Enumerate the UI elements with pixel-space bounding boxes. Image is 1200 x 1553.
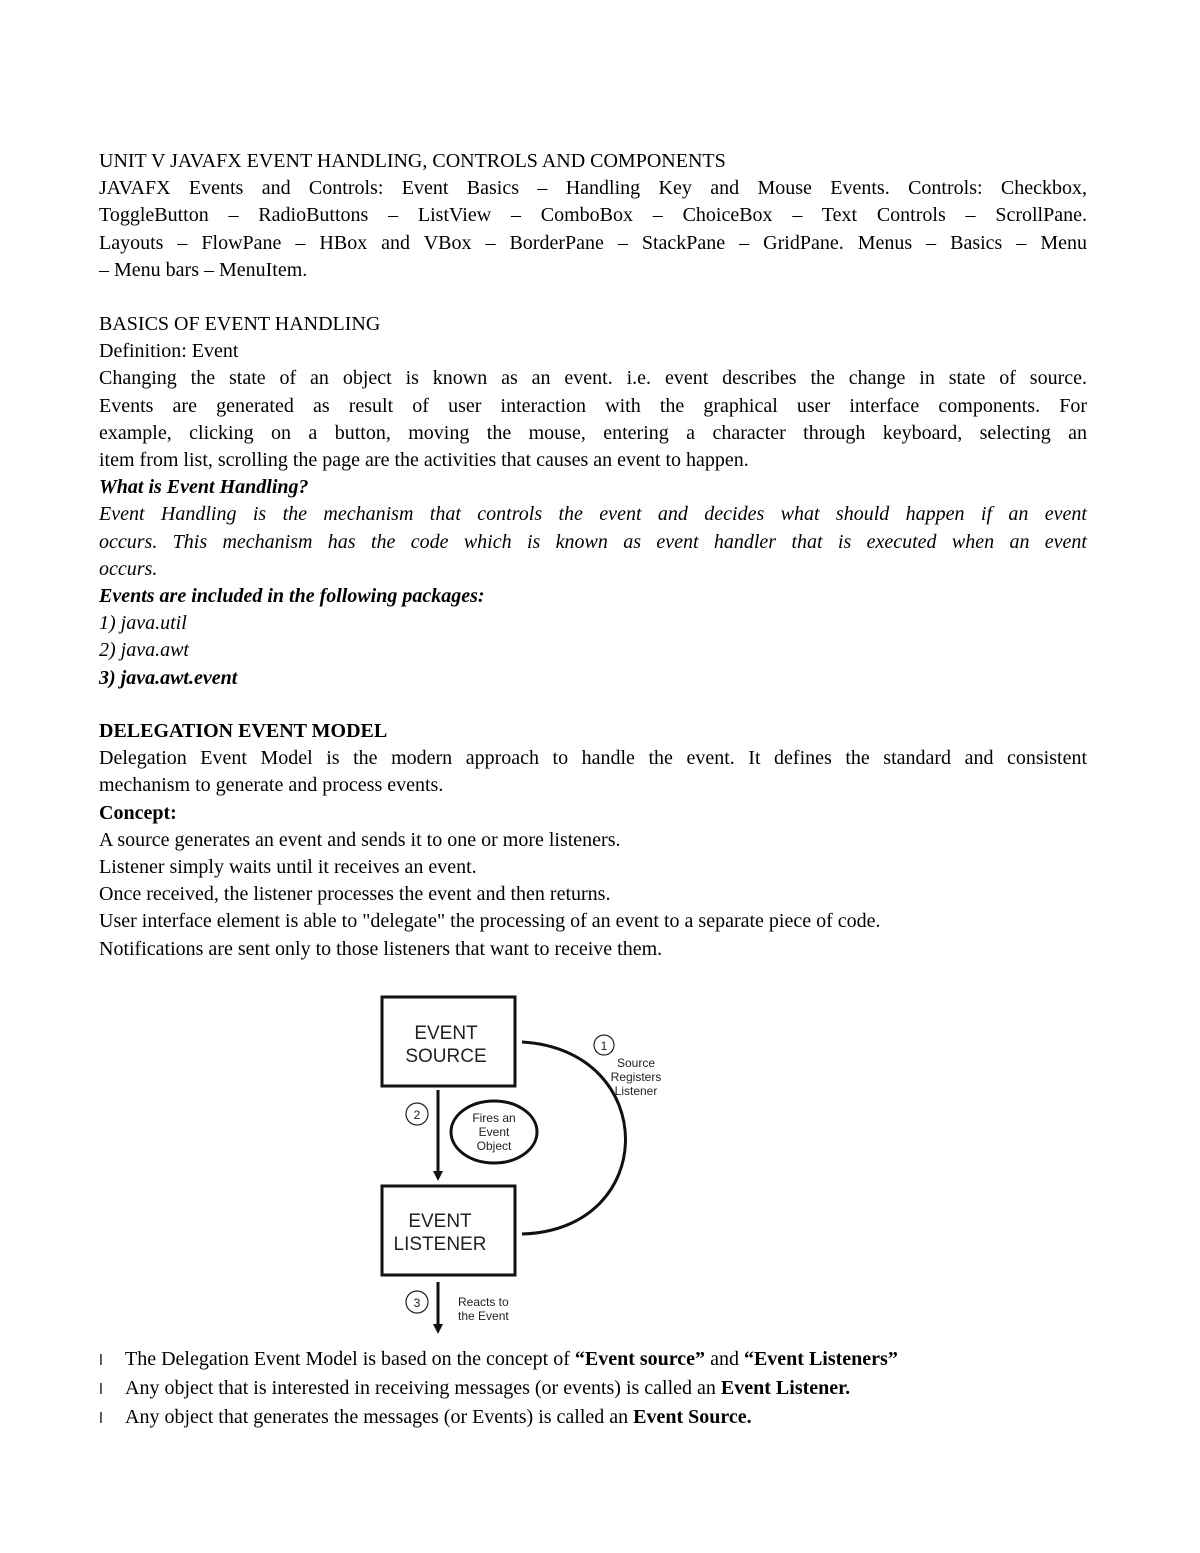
concept-line: Once received, the listener processes the event and then returns. [99, 883, 611, 906]
unit-section [99, 148, 1087, 284]
bullet-text: Any object that is interested in receiving messages (or events) is called an [125, 1377, 721, 1400]
concept-line: Notifications are sent only to those listeners that want to receive them. [99, 937, 663, 960]
bullet-bold: “Event Listeners” [743, 1348, 898, 1370]
syllabus-line: ToggleButton – RadioButtons – ListView – ComboBox – ChoiceBox – Text Controls – ScrollPane. [99, 204, 1087, 227]
answer-line: occurs. This mechanism has the code which is known as event handler that is executed when an event [99, 530, 1087, 553]
packages-heading: Events are included in the following packages: [99, 585, 485, 608]
delegation-heading: DELEGATION EVENT MODEL [99, 720, 388, 742]
bullet-text: and [705, 1348, 744, 1370]
bullet-bold: “Event source” [574, 1348, 706, 1370]
concept-line: Listener simply waits until it receives an event. [99, 856, 477, 879]
basics-section [99, 311, 1087, 692]
syllabus-line: – Menu bars – MenuItem. [99, 258, 308, 281]
event-handling-question: What is Event Handling? [99, 476, 309, 499]
paragraph-line: Events are generated as result of user interaction with the graphical user interface components. For [99, 394, 1087, 417]
paragraph-line: item from list, scrolling the page are the activities that causes an event to happen. [99, 449, 749, 472]
paragraph-line: Delegation Event Model is the modern approach to handle the event. It defines the standard and consistent [99, 747, 1087, 770]
concept-line: User interface element is able to "delegate" the processing of an event to a separate piece of code. [99, 910, 881, 933]
paragraph-line: Changing the state of an object is known as an event. i.e. event describes the change in state of source. [99, 367, 1087, 390]
bullet-list [99, 1346, 1099, 1434]
bullet-item [99, 1346, 1099, 1375]
step-1-label: Listener [614, 1084, 658, 1098]
step-2-label: Event [478, 1125, 510, 1139]
step-3-number: 3 [413, 1296, 421, 1310]
bullet-mark: l [99, 1411, 103, 1428]
bullet-text: Any object that generates the messages (or Events) is called an [125, 1406, 634, 1429]
step-2-label: Object [476, 1139, 512, 1153]
delegation-diagram [370, 990, 680, 1340]
step-1-label: Registers [610, 1070, 662, 1084]
bullet-mark: l [99, 1382, 103, 1399]
paragraph-line: example, clicking on a button, moving the mouse, entering a character through keyboard, selecting an [99, 421, 1087, 444]
step-1-number: 1 [600, 1039, 608, 1053]
bullet-bold: Event Listener. [720, 1377, 851, 1400]
basics-heading: BASICS OF EVENT HANDLING [99, 313, 381, 335]
syllabus-line: Layouts – FlowPane – HBox and VBox – BorderPane – StackPane – GridPane. Menus – Basics – Menu [99, 231, 1087, 254]
package-item: 3) java.awt.event [99, 666, 238, 689]
bullet-text: The Delegation Event Model is based on the concept of [125, 1348, 575, 1370]
step-3-label: the Event [458, 1309, 509, 1323]
bullet-item [99, 1375, 1099, 1404]
delegation-section [99, 718, 1087, 963]
package-item: 1) java.util [99, 612, 187, 635]
answer-line: occurs. [99, 557, 158, 580]
definition-label: Definition: Event [99, 340, 239, 363]
concept-heading: Concept: [99, 801, 177, 824]
event-source-label: EVENT [414, 1023, 478, 1044]
unit-title: UNIT V JAVAFX EVENT HANDLING, CONTROLS AND COMPONENTS [99, 150, 726, 172]
event-listener-label: LISTENER [393, 1234, 487, 1255]
step-2-number: 2 [413, 1108, 421, 1122]
bullet-item [99, 1404, 1099, 1433]
answer-line: Event Handling is the mechanism that controls the event and decides what should happen if an event [99, 503, 1087, 526]
bullet-bold: Event Source. [633, 1406, 752, 1429]
event-source-label: SOURCE [405, 1046, 487, 1067]
step-1-label: Source [616, 1056, 656, 1070]
step-2-label: Fires an [472, 1111, 516, 1125]
event-listener-label: EVENT [408, 1211, 472, 1232]
bullet-mark: l [99, 1353, 103, 1369]
package-item: 2) java.awt [99, 639, 189, 662]
step-3-label: Reacts to [458, 1295, 509, 1309]
concept-line: A source generates an event and sends it to one or more listeners. [99, 828, 621, 851]
paragraph-line: mechanism to generate and process events. [99, 774, 444, 797]
syllabus-line: JAVAFX Events and Controls: Event Basics – Handling Key and Mouse Events. Controls: Checkbox, [99, 177, 1087, 200]
